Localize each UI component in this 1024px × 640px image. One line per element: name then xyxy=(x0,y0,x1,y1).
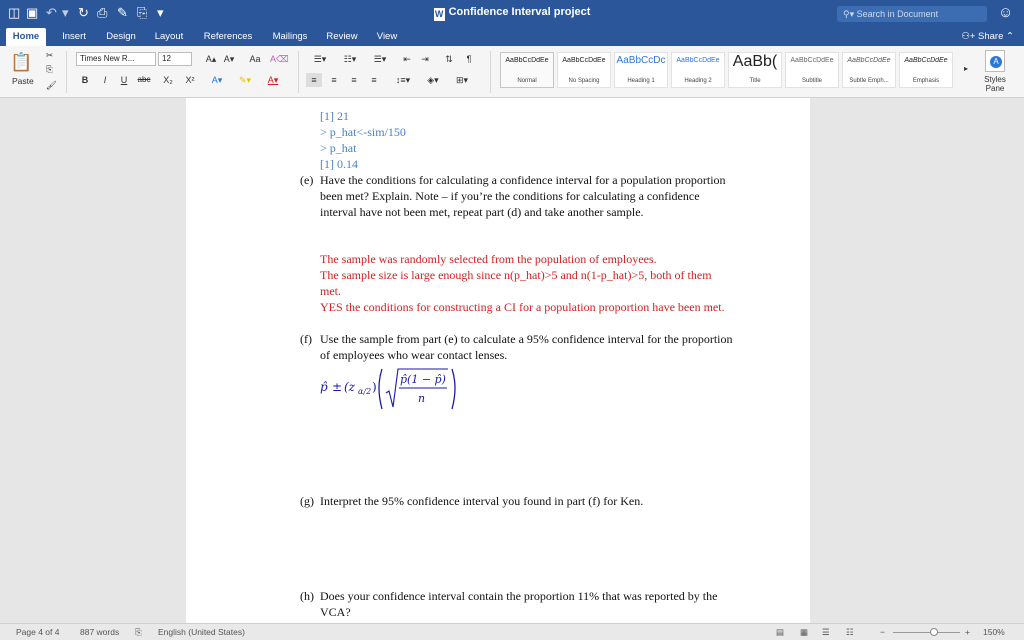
formula-subscript: α/2 xyxy=(358,387,372,396)
strikethrough-button[interactable]: abc xyxy=(137,75,151,84)
share-button[interactable] xyxy=(961,28,1014,46)
tab-view[interactable]: View xyxy=(376,31,398,42)
bold-button[interactable]: B xyxy=(81,75,89,85)
borders-icon[interactable]: ⊞▾ xyxy=(455,75,469,85)
r-output-line: [1] 21 xyxy=(320,109,349,123)
superscript-button[interactable]: X² xyxy=(185,75,195,85)
title-bar xyxy=(0,0,1024,28)
text-effects-icon[interactable]: A▾ xyxy=(211,75,223,85)
customize-toolbar-icon[interactable]: ▾ xyxy=(157,5,164,20)
part-h-text: Does your confidence interval contain the proportion 11% that was reported by the xyxy=(320,589,718,603)
proofing-icon[interactable]: ⎘ xyxy=(135,627,142,637)
zoom-out-icon[interactable]: − xyxy=(880,627,885,637)
zoom-slider-knob[interactable] xyxy=(930,628,938,636)
part-f-text: of employees who wear contact lenses. xyxy=(320,348,508,362)
share-person-icon: ⚇+ xyxy=(961,31,979,42)
window-title-text: Confidence Interval project xyxy=(448,6,591,18)
style-name: Emphasis xyxy=(912,78,940,84)
clear-formatting-icon[interactable]: A⌫ xyxy=(270,54,289,64)
share-label: Share xyxy=(978,31,1004,42)
grow-font-icon[interactable]: A▴ xyxy=(205,54,217,64)
r-code-line xyxy=(320,124,406,140)
answer-line: met. xyxy=(320,284,341,298)
ribbon-separator xyxy=(298,51,299,93)
style-name: Heading 1 xyxy=(627,78,655,84)
line-spacing-icon[interactable]: ↕≡▾ xyxy=(395,75,411,85)
style-sample: AaBbCcDdEe xyxy=(676,57,720,64)
paste-label[interactable]: Paste xyxy=(12,76,34,86)
style-subtitle[interactable] xyxy=(785,52,839,88)
multilevel-list-icon[interactable]: ☰▾ xyxy=(373,54,387,64)
paste-clipboard-icon[interactable]: 📋 xyxy=(10,52,33,72)
ribbon-separator xyxy=(66,51,67,93)
tab-insert[interactable]: Insert xyxy=(62,31,86,42)
tab-design[interactable]: Design xyxy=(106,31,136,42)
align-right-icon[interactable]: ≡ xyxy=(351,75,357,85)
align-center-icon[interactable]: ≡ xyxy=(331,75,337,85)
language-label[interactable]: English (United States) xyxy=(158,627,245,637)
highlight-color-icon[interactable]: ✎▾ xyxy=(238,75,252,85)
style-name: Normal xyxy=(517,78,537,84)
formula-plus-minus: ± xyxy=(332,380,343,394)
tab-review[interactable]: Review xyxy=(326,31,358,42)
r-output-line: [1] 0.14 xyxy=(320,157,358,171)
outline-view-icon[interactable]: ☰ xyxy=(822,627,830,637)
decrease-indent-icon[interactable]: ⇤ xyxy=(403,54,411,64)
print-icon[interactable]: ⎙ xyxy=(97,5,108,20)
answer-line: The sample was randomly selected from the population of employees. xyxy=(320,252,657,266)
part-h-text: VCA? xyxy=(320,605,351,619)
part-e-label: (e) xyxy=(300,173,314,187)
styles-pane-dot: A xyxy=(990,56,1002,68)
style-name: No Spacing xyxy=(568,78,600,84)
style-heading-2[interactable] xyxy=(671,52,725,88)
tab-layout[interactable]: Layout xyxy=(154,31,184,42)
document-area[interactable] xyxy=(0,98,1024,623)
formula-denominator: n xyxy=(418,392,426,405)
formula-phat: p̂ xyxy=(320,380,328,394)
save-icon[interactable]: ▣ xyxy=(26,5,39,20)
numbering-icon[interactable]: ☷▾ xyxy=(343,54,357,64)
search-icon: ⚲▾ xyxy=(843,9,857,19)
web-layout-icon[interactable]: ▦ xyxy=(800,627,809,637)
answer-line: YES the conditions for constructing a CI for a population proportion have been met. xyxy=(320,300,725,314)
r-code-text: > p_hat<-sim/150 xyxy=(320,125,406,139)
word-count[interactable]: 887 words xyxy=(80,627,120,637)
styles-pane-label: Styles Pane xyxy=(984,75,1006,93)
ribbon-tabs xyxy=(0,28,1024,46)
styles-more-arrow-icon[interactable]: ▸ xyxy=(963,64,968,73)
show-formatting-icon[interactable]: ¶ xyxy=(466,54,472,64)
tab-home[interactable]: Home xyxy=(6,28,46,46)
word-doc-icon: W xyxy=(434,9,444,19)
focus-view-icon[interactable]: ☷ xyxy=(846,627,854,637)
font-color-icon[interactable]: A▾ xyxy=(267,75,279,85)
formula-numerator: p̂(1 − p̂) xyxy=(400,373,446,386)
subscript-button[interactable]: X₂ xyxy=(163,75,173,85)
print-layout-icon[interactable]: ▤ xyxy=(776,627,785,637)
zoom-slider[interactable] xyxy=(893,632,960,633)
style-name: Subtle Emph... xyxy=(849,78,889,84)
collapse-ribbon-icon: ⌃ xyxy=(1006,31,1014,42)
styles-pane-icon xyxy=(985,50,1005,72)
part-e-text: Have the conditions for calculating a confidence interval for a population proportion xyxy=(320,173,726,187)
part-h-label: (h) xyxy=(300,589,314,603)
format-painter-icon[interactable]: 🖌 xyxy=(46,80,57,90)
template-icon[interactable]: ⎘ xyxy=(137,5,148,20)
status-bar xyxy=(0,623,1024,640)
style-normal[interactable] xyxy=(500,52,554,88)
r-code-line: > p_hat xyxy=(320,141,357,155)
ribbon-home xyxy=(0,46,1024,98)
dropdown-arrow-icon[interactable]: ▾ xyxy=(62,5,69,20)
part-f-label: (f) xyxy=(300,332,312,346)
style-heading-1[interactable] xyxy=(614,52,668,88)
bullets-icon[interactable]: ☰▾ xyxy=(313,54,327,64)
style-sample: AaBbCcDdEe xyxy=(562,57,606,64)
style-sample: AaBbCcDdEe xyxy=(790,57,834,64)
part-e-text: been met? Explain. Note – if you’re the conditions for calculating a confidence xyxy=(320,189,700,203)
track-changes-icon[interactable]: ✎ xyxy=(117,5,128,20)
ribbon-separator xyxy=(490,51,491,93)
italic-button[interactable]: I xyxy=(103,75,107,85)
style-sample: AaBb( xyxy=(732,53,778,70)
style-name: Heading 2 xyxy=(684,78,712,84)
zoom-level[interactable]: 150% xyxy=(983,627,1005,637)
change-case-icon[interactable]: Aa xyxy=(249,54,261,64)
font-name-select[interactable]: Times New R... xyxy=(76,52,156,66)
style-sample: AaBbCcDdEe xyxy=(904,57,948,64)
style-sample: AaBbCcDc xyxy=(616,55,666,66)
style-sample: AaBbCcDdEe xyxy=(847,57,891,64)
feedback-smiley-icon[interactable]: ☺ xyxy=(998,4,1014,21)
formula-z-close: ) xyxy=(372,380,377,394)
confidence-interval-formula xyxy=(320,365,460,415)
copy-icon[interactable]: ⎘ xyxy=(46,64,53,74)
search-input[interactable] xyxy=(837,6,987,22)
sort-icon[interactable]: ⇅ xyxy=(445,54,453,64)
formula-left-paren xyxy=(379,369,382,409)
page-count[interactable]: Page 4 of 4 xyxy=(16,627,60,637)
style-name: Title xyxy=(749,78,761,84)
styles-pane-button[interactable] xyxy=(980,50,1010,94)
shrink-font-icon[interactable]: A▾ xyxy=(223,54,235,64)
formula-right-paren xyxy=(452,369,455,409)
style-name: Subtitle xyxy=(801,78,822,84)
underline-button[interactable]: U xyxy=(120,75,128,85)
part-g-text: Interpret the 95% confidence interval you found in part (f) for Ken. xyxy=(320,494,644,508)
increase-indent-icon[interactable]: ⇥ xyxy=(421,54,429,64)
part-e-text: interval have not been met, repeat part (d) and take another sample. xyxy=(320,205,644,219)
document-page[interactable] xyxy=(186,98,810,623)
style-sample: AaBbCcDdEe xyxy=(505,57,549,64)
undo-icon[interactable]: ↶ xyxy=(46,5,57,20)
style-title[interactable] xyxy=(728,52,782,88)
cut-icon[interactable]: ✂ xyxy=(46,50,54,60)
font-size-select[interactable]: 12 xyxy=(158,52,192,66)
align-left-icon[interactable]: ≡ xyxy=(306,73,322,87)
tab-references[interactable]: References xyxy=(203,31,253,42)
part-f-text: Use the sample from part (e) to calculate a 95% confidence interval for the proportion xyxy=(320,332,733,346)
search-placeholder: Search in Document xyxy=(856,9,939,19)
formula-z: (z xyxy=(344,380,356,394)
style-no-spacing[interactable] xyxy=(557,52,611,88)
justify-icon[interactable]: ≡ xyxy=(371,75,377,85)
style-subtle-emphasis[interactable] xyxy=(842,52,896,88)
redo-icon[interactable]: ↻ xyxy=(78,5,89,20)
answer-line: The sample size is large enough since n(p_hat)>5 and n(1-p_hat)>5, both of them xyxy=(320,268,712,282)
part-g-label: (g) xyxy=(300,494,314,508)
style-emphasis[interactable] xyxy=(899,52,953,88)
zoom-in-icon[interactable]: + xyxy=(965,627,970,637)
tab-mailings[interactable]: Mailings xyxy=(272,31,308,42)
sidebar-toggle-icon[interactable]: ◫ xyxy=(8,5,21,20)
shading-icon[interactable]: ◈▾ xyxy=(427,75,439,85)
